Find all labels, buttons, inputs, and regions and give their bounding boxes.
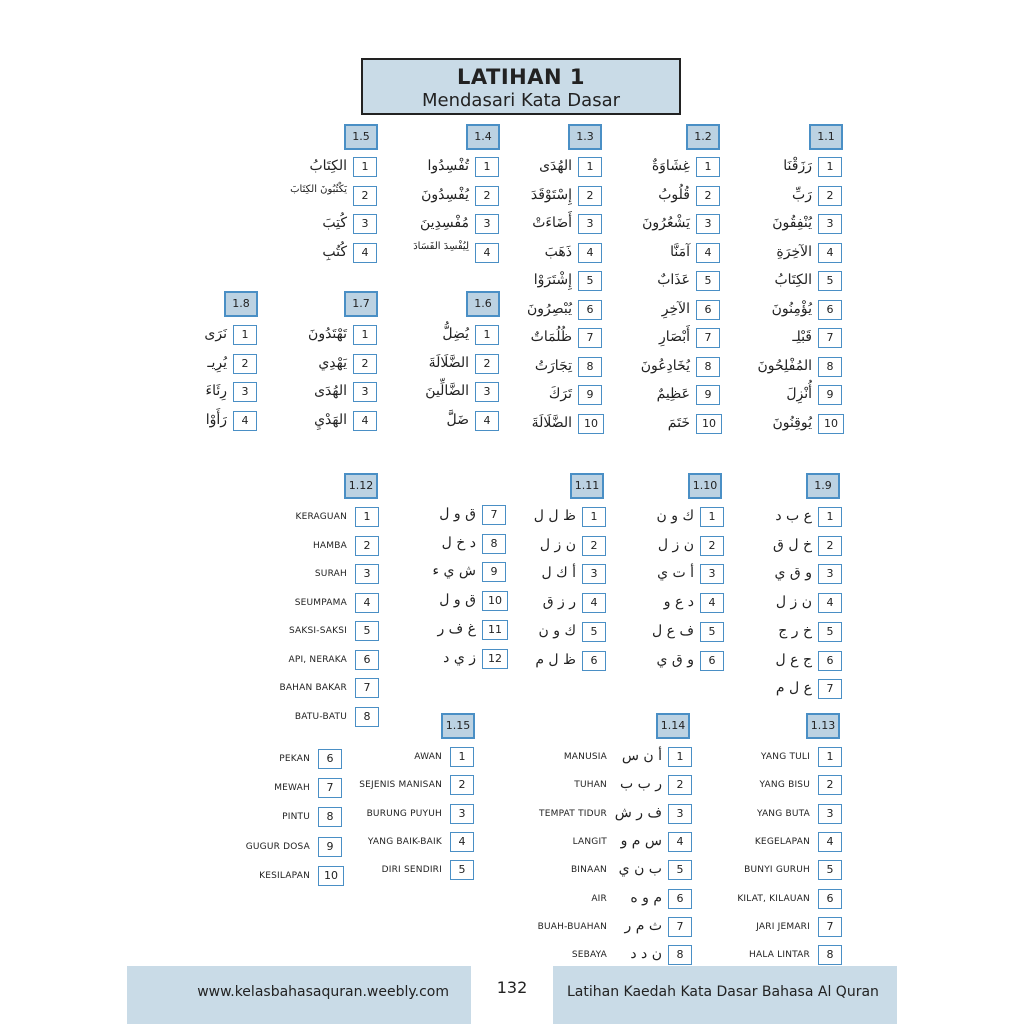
arabic-word: إِسْتَوْقَدَ xyxy=(530,186,572,203)
arabic-word: يُضِلُّ xyxy=(442,326,469,342)
item-number: 8 xyxy=(668,945,692,965)
item-number: 7 xyxy=(818,917,842,937)
arabic-word: أُنْزِلَ xyxy=(786,386,812,402)
arabic-word: ق و ل xyxy=(439,592,476,609)
arabic-word: يَهْدِي xyxy=(318,354,347,371)
arabic-word: يُبْصِرُونَ xyxy=(526,300,572,317)
item-number: 1 xyxy=(353,157,377,177)
item-number: 4 xyxy=(353,411,377,431)
footer-book-title: Latihan Kaedah Kata Dasar Bahasa Al Quran xyxy=(567,984,879,1000)
arabic-word: قُلُوبُ xyxy=(658,186,690,203)
footer-website-bar xyxy=(127,966,471,1024)
item-number: 5 xyxy=(818,860,842,880)
arabic-word: يُفْسِدُونَ xyxy=(421,186,469,203)
item-number: 3 xyxy=(818,804,842,824)
item-number: 1 xyxy=(578,157,602,177)
item-number: 5 xyxy=(818,622,842,642)
arabic-word: مُفْسِدِينَ xyxy=(420,215,469,231)
item-number: 7 xyxy=(696,328,720,348)
item-number: 1 xyxy=(668,747,692,767)
item-number: 5 xyxy=(578,271,602,291)
item-number: 2 xyxy=(450,775,474,795)
arabic-word: الكِتَابُ xyxy=(309,158,347,174)
item-number: 11 xyxy=(482,620,508,640)
meaning-text: BUAH-BUAHAN xyxy=(537,921,607,932)
meaning-text: API, NERAKA xyxy=(288,654,347,665)
meaning-text: HAMBA xyxy=(312,540,347,551)
meaning-text: YANG BISU xyxy=(759,780,810,791)
exercise-label: 1.6 xyxy=(466,291,500,317)
meaning-text: AWAN xyxy=(414,752,442,762)
item-number: 4 xyxy=(818,832,842,852)
item-number: 8 xyxy=(355,707,379,727)
meaning-text: BINAAN xyxy=(570,865,607,876)
item-number: 4 xyxy=(668,832,692,852)
arabic-word: إِشْتَرَوْا xyxy=(533,272,572,288)
meaning-text: MANUSIA xyxy=(563,752,607,762)
exercise-label: 1.8 xyxy=(224,291,258,317)
item-number: 7 xyxy=(355,678,379,698)
item-number: 4 xyxy=(578,243,602,263)
arabic-word: كُتُبِ xyxy=(322,243,347,260)
arabic-word: ع ل م xyxy=(775,680,812,697)
item-number: 9 xyxy=(818,385,842,405)
arabic-word: ك و ن xyxy=(538,622,576,639)
page-subtitle: Mendasari Kata Dasar xyxy=(421,90,621,111)
page-title: LATIHAN 1 xyxy=(457,65,585,89)
item-number: 5 xyxy=(450,860,474,880)
arabic-word: أَبْصَارِ xyxy=(659,329,690,345)
item-number: 5 xyxy=(582,622,606,642)
item-number: 3 xyxy=(233,382,257,402)
exercise-label: 1.7 xyxy=(344,291,378,317)
arabic-word: رَأَوْا xyxy=(205,411,227,428)
item-number: 3 xyxy=(353,382,377,402)
meaning-text: GUGUR DOSA xyxy=(245,841,310,852)
meaning-text: BUNYI GURUH xyxy=(744,865,810,876)
arabic-word: عَذَابٌ xyxy=(657,272,690,288)
meaning-text: KESILAPAN xyxy=(259,870,310,881)
meaning-text: HALA LINTAR xyxy=(749,950,810,961)
arabic-word: تِجَارَتُ xyxy=(534,357,572,374)
item-number: 4 xyxy=(475,411,499,431)
meaning-text: TUHAN xyxy=(574,780,607,791)
item-number: 2 xyxy=(582,536,606,556)
arabic-word: قَبْلِـ xyxy=(792,329,812,345)
meaning-text: TEMPAT TIDUR xyxy=(539,808,607,819)
item-number: 1 xyxy=(475,157,499,177)
meaning-text: JARI JEMARI xyxy=(756,921,810,932)
meaning-text: BAHAN BAKAR xyxy=(279,683,347,693)
item-number: 7 xyxy=(578,328,602,348)
meaning-text: SEUMPAMA xyxy=(294,597,347,608)
item-number: 1 xyxy=(582,507,606,527)
item-number: 3 xyxy=(450,804,474,824)
arabic-word: ن ز ل xyxy=(775,594,812,611)
arabic-word: م و ه xyxy=(630,889,662,906)
exercise-label: 1.5 xyxy=(344,124,378,150)
title-box xyxy=(361,58,681,115)
item-number: 1 xyxy=(818,507,842,527)
item-number: 4 xyxy=(355,593,379,613)
exercise-label: 1.14 xyxy=(656,713,690,739)
item-number: 1 xyxy=(355,507,379,527)
arabic-word: تُفْسِدُوا xyxy=(427,158,469,174)
item-number: 9 xyxy=(318,837,342,857)
item-number: 2 xyxy=(233,354,257,374)
exercise-label: 1.4 xyxy=(466,124,500,150)
item-number: 3 xyxy=(818,214,842,234)
item-number: 2 xyxy=(818,186,842,206)
item-number: 1 xyxy=(818,157,842,177)
meaning-text: KEGELAPAN xyxy=(754,836,810,847)
item-number: 6 xyxy=(818,651,842,671)
meaning-text: SURAH xyxy=(314,569,347,579)
item-number: 3 xyxy=(696,214,720,234)
arabic-word: و ق ي xyxy=(774,565,812,582)
arabic-word: ز ي د xyxy=(443,649,476,666)
arabic-word: ك و ن xyxy=(656,508,694,524)
item-number: 12 xyxy=(482,649,508,669)
exercise-label: 1.2 xyxy=(686,124,720,150)
arabic-word: أ ت ي xyxy=(657,565,694,582)
arabic-word: س م و xyxy=(620,832,662,849)
item-number: 4 xyxy=(475,243,499,263)
arabic-word: ضَلَّ xyxy=(446,411,469,428)
item-number: 1 xyxy=(696,157,720,177)
arabic-word: غ ف ر xyxy=(437,620,476,637)
item-number: 3 xyxy=(668,804,692,824)
meaning-text: AIR xyxy=(591,893,607,904)
item-number: 3 xyxy=(475,214,499,234)
arabic-word: يَكْتُبُونَ الكِتَابَ xyxy=(290,183,347,195)
item-number: 9 xyxy=(578,385,602,405)
meaning-text: YANG BAIK-BAIK xyxy=(367,836,442,847)
arabic-word: ظُلُمَاتٌ xyxy=(530,329,572,345)
footer-book-bar xyxy=(553,966,897,1024)
item-number: 6 xyxy=(818,300,842,320)
item-number: 6 xyxy=(578,300,602,320)
footer-website: www.kelasbahasaquran.weebly.com xyxy=(197,984,449,1000)
exercise-label: 1.13 xyxy=(806,713,840,739)
item-number: 8 xyxy=(318,807,342,827)
arabic-word: ن ز ل xyxy=(657,536,694,553)
page-number: 132 xyxy=(496,978,528,997)
item-number: 6 xyxy=(818,889,842,909)
item-number: 8 xyxy=(818,357,842,377)
item-number: 1 xyxy=(450,747,474,767)
item-number: 3 xyxy=(578,214,602,234)
arabic-word: ج ع ل xyxy=(775,651,812,668)
item-number: 3 xyxy=(355,564,379,584)
arabic-word: ر ب ب xyxy=(619,776,662,793)
arabic-word: أ ن س xyxy=(621,748,662,764)
arabic-word: الكِتَابُ xyxy=(774,272,812,288)
item-number: 2 xyxy=(578,186,602,206)
arabic-word: ذَهَبَ xyxy=(544,243,572,260)
item-number: 3 xyxy=(475,382,499,402)
meaning-text: KILAT, KILAUAN xyxy=(737,893,810,904)
item-number: 4 xyxy=(818,593,842,613)
arabic-word: أ ك ل xyxy=(541,565,576,582)
item-number: 3 xyxy=(818,564,842,584)
item-number: 10 xyxy=(578,414,604,434)
item-number: 4 xyxy=(450,832,474,852)
item-number: 9 xyxy=(696,385,720,405)
arabic-word: المُفْلِحُونَ xyxy=(757,357,812,374)
arabic-word: رِئَاءَ xyxy=(205,383,227,399)
item-number: 6 xyxy=(696,300,720,320)
item-number: 7 xyxy=(818,679,842,699)
item-number: 8 xyxy=(482,534,506,554)
arabic-word: يُنْفِقُونَ xyxy=(772,215,812,231)
item-number: 10 xyxy=(696,414,722,434)
item-number: 4 xyxy=(353,243,377,263)
arabic-word: كُتِبَ xyxy=(322,215,347,231)
arabic-word: لِيُفْسِدَ الفَسَادَ xyxy=(413,240,469,252)
exercise-label: 1.15 xyxy=(441,713,475,739)
arabic-word: غِشَاوَةٌ xyxy=(651,158,690,174)
exercise-label: 1.10 xyxy=(688,473,722,499)
item-number: 4 xyxy=(582,593,606,613)
item-number: 8 xyxy=(578,357,602,377)
meaning-text: KERAGUAN xyxy=(295,512,347,522)
item-number: 3 xyxy=(582,564,606,584)
arabic-word: يُرِيـ xyxy=(207,354,227,371)
arabic-word: يُوقِنُونَ xyxy=(772,414,812,431)
arabic-word: ق و ل xyxy=(439,506,476,522)
arabic-word: عَظِيمٌ xyxy=(656,386,690,402)
item-number: 8 xyxy=(818,945,842,965)
item-number: 7 xyxy=(818,328,842,348)
arabic-word: أَضَاءَتْ xyxy=(532,215,572,231)
item-number: 4 xyxy=(696,243,720,263)
arabic-word: الضَّلَالَةَ xyxy=(428,354,469,371)
arabic-word: تَرَكَ xyxy=(548,386,572,402)
meaning-text: SEBAYA xyxy=(571,950,607,961)
item-number: 1 xyxy=(353,325,377,345)
item-number: 2 xyxy=(475,186,499,206)
arabic-word: يُخَادِعُونَ xyxy=(640,357,690,374)
arabic-word: تَهْتَدُونَ xyxy=(308,326,347,342)
exercise-label: 1.3 xyxy=(568,124,602,150)
item-number: 7 xyxy=(668,917,692,937)
arabic-word: ب ن ي xyxy=(618,861,662,878)
item-number: 9 xyxy=(482,562,506,582)
item-number: 4 xyxy=(818,243,842,263)
item-number: 2 xyxy=(668,775,692,795)
meaning-text: LANGIT xyxy=(572,836,607,847)
item-number: 1 xyxy=(818,747,842,767)
arabic-word: د خ ل xyxy=(441,534,476,551)
item-number: 5 xyxy=(818,271,842,291)
item-number: 6 xyxy=(700,651,724,671)
arabic-word: الهُدَى xyxy=(539,158,572,174)
item-number: 5 xyxy=(355,621,379,641)
arabic-word: يَشْعُرُونَ xyxy=(642,215,690,231)
arabic-word: ن د د xyxy=(630,946,662,963)
meaning-text: BATU-BATU xyxy=(294,711,347,722)
meaning-text: BURUNG PUYUH xyxy=(366,808,442,819)
item-number: 2 xyxy=(353,354,377,374)
item-number: 10 xyxy=(818,414,844,434)
meaning-text: PINTU xyxy=(282,812,310,823)
item-number: 5 xyxy=(668,860,692,880)
meaning-text: PEKAN xyxy=(279,754,310,764)
meaning-text: YANG BUTA xyxy=(756,808,810,819)
item-number: 4 xyxy=(233,411,257,431)
item-number: 8 xyxy=(696,357,720,377)
item-number: 6 xyxy=(668,889,692,909)
arabic-word: الآخِرِ xyxy=(661,300,690,317)
arabic-word: الهُدَى xyxy=(314,383,347,399)
item-number: 10 xyxy=(482,591,508,611)
item-number: 2 xyxy=(355,536,379,556)
exercise-label: 1.1 xyxy=(809,124,843,150)
arabic-word: آمَنَّا xyxy=(670,243,690,260)
arabic-word: رَزَقْنَا xyxy=(783,158,812,174)
item-number: 5 xyxy=(700,622,724,642)
item-number: 2 xyxy=(818,536,842,556)
item-number: 6 xyxy=(318,749,342,769)
arabic-word: ر ز ق xyxy=(542,594,576,611)
item-number: 10 xyxy=(318,866,344,886)
arabic-word: الضَّالِّينَ xyxy=(425,383,469,399)
meaning-text: YANG TULI xyxy=(760,752,810,762)
item-number: 6 xyxy=(582,651,606,671)
item-number: 6 xyxy=(355,650,379,670)
item-number: 7 xyxy=(318,778,342,798)
item-number: 4 xyxy=(700,593,724,613)
item-number: 1 xyxy=(700,507,724,527)
item-number: 7 xyxy=(482,505,506,525)
arabic-word: ن ز ل xyxy=(539,536,576,553)
item-number: 2 xyxy=(475,354,499,374)
arabic-word: يُؤْمِنُونَ xyxy=(771,300,812,317)
arabic-word: ش ي ء xyxy=(432,563,476,580)
arabic-word: و ق ي xyxy=(656,651,694,668)
arabic-word: خَتَمَ xyxy=(667,414,690,431)
arabic-word: ظ ل م xyxy=(535,651,576,668)
exercise-label: 1.11 xyxy=(570,473,604,499)
item-number: 5 xyxy=(696,271,720,291)
exercise-label: 1.12 xyxy=(344,473,378,499)
arabic-word: خ ر ج xyxy=(778,622,812,639)
arabic-word: الضَّلَالَةَ xyxy=(531,414,572,431)
item-number: 3 xyxy=(353,214,377,234)
arabic-word: د ع و xyxy=(663,594,694,611)
meaning-text: MEWAH xyxy=(274,783,310,794)
arabic-word: نَرَى xyxy=(204,326,227,342)
meaning-text: SEJENIS MANISAN xyxy=(359,780,442,791)
item-number: 2 xyxy=(353,186,377,206)
meaning-text: DIRI SENDIRI xyxy=(381,865,442,876)
arabic-word: ف ر ش xyxy=(614,804,662,821)
arabic-word: الهَدْيِ xyxy=(314,411,347,428)
item-number: 2 xyxy=(818,775,842,795)
item-number: 3 xyxy=(700,564,724,584)
item-number: 1 xyxy=(233,325,257,345)
exercise-label: 1.9 xyxy=(806,473,840,499)
item-number: 2 xyxy=(700,536,724,556)
arabic-word: الآخِرَةِ xyxy=(776,243,812,260)
arabic-word: ف ع ل xyxy=(652,622,694,639)
arabic-word: ظ ل ل xyxy=(533,508,576,524)
arabic-word: رَبِّ xyxy=(792,186,812,203)
arabic-word: خ ل ق xyxy=(773,536,812,553)
meaning-text: SAKSI-SAKSI xyxy=(288,626,347,636)
item-number: 1 xyxy=(475,325,499,345)
arabic-word: ع ب د xyxy=(775,508,812,524)
item-number: 2 xyxy=(696,186,720,206)
arabic-word: ث م ر xyxy=(624,917,662,934)
